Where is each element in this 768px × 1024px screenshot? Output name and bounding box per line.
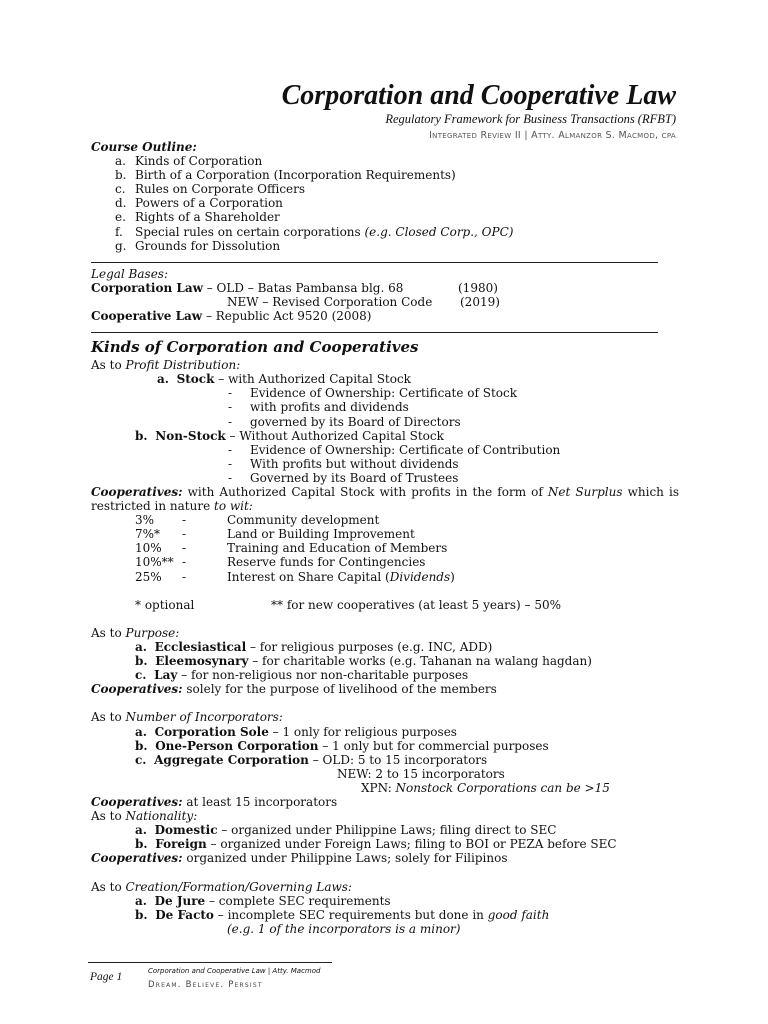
stock-item: a. Stock – with Authorized Capital Stock (157, 372, 411, 387)
dash-marker: - (182, 541, 187, 556)
incorporators-heading: As to Number of Incorporators: (91, 710, 283, 725)
detail-text: Evidence of Ownership: Certificate of Contribution (250, 442, 561, 457)
outline-text: Kinds of Corporation (135, 154, 263, 169)
page-number: Page 1 (90, 971, 123, 983)
footer-rule (88, 962, 332, 963)
creation-heading: As to Creation/Formation/Governing Laws: (91, 879, 352, 894)
item-text: – for charitable works (e.g. Tahanan na walang hagdan) (248, 654, 592, 669)
allocation-purpose: Community development (227, 513, 380, 528)
cooperative-law-label: Cooperative Law (91, 309, 203, 324)
item-text: – complete SEC requirements (205, 893, 391, 908)
detail-text: With profits but without dividends (250, 456, 459, 471)
corporation-law-new: NEW – Revised Corporation Code (227, 294, 433, 309)
incorporators-cooperatives: Cooperatives: at least 15 incorporators (91, 795, 338, 810)
item-text: – incomplete SEC requirements but done in (213, 907, 488, 922)
profit-distribution-heading: As to Profit Distribution: (91, 358, 241, 373)
allocation-row (91, 527, 691, 541)
nationality-item (91, 837, 691, 851)
outline-text: Birth of a Corporation (Incorporation Requirements) (135, 168, 456, 183)
course-outline-list (91, 154, 691, 253)
item-italic: good faith (487, 907, 550, 922)
stock-detail (91, 415, 691, 429)
allocation-purpose: Training and Education of Members (227, 541, 448, 556)
stock-detail (91, 386, 691, 400)
allocation-purpose: Interest on Share Capital (Dividends) (227, 569, 455, 584)
outline-item (91, 168, 691, 182)
detail-text: Governed by its Board of Trustees (250, 470, 459, 485)
item-letter: c. (135, 668, 147, 683)
item-text: – organized under Foreign Laws; filing to BOI or PEZA before SEC (206, 837, 617, 852)
nationality-list (91, 823, 691, 851)
net-surplus-allocation (91, 513, 691, 583)
item-letter: a. (135, 640, 147, 654)
allocation-purpose: Land or Building Improvement (227, 527, 415, 542)
item-label: Domestic (154, 823, 218, 838)
detail-text: with profits and dividends (250, 400, 409, 415)
outline-item (91, 210, 691, 224)
purpose-list (91, 640, 691, 682)
de-facto-example: (e.g. 1 of the incorporators is a minor) (227, 921, 461, 936)
outline-letter: g. (115, 238, 127, 253)
outline-text: Rights of a Shareholder (135, 210, 280, 225)
corporation-law-old-year: (1980) (458, 280, 498, 295)
item-label: De Jure (154, 893, 206, 908)
incorporators-item (91, 725, 691, 739)
creation-item (91, 908, 691, 922)
purpose-cooperatives: Cooperatives: solely for the purpose of livelihood of the members (91, 682, 497, 697)
corporation-law-new-year: (2019) (460, 294, 500, 309)
allocation-percent: 10%** (135, 555, 174, 570)
allocation-purpose: Reserve funds for Contingencies (227, 555, 426, 570)
section-divider (91, 323, 658, 333)
nationality-cooperatives: Cooperatives: organized under Philippine Laws; solely for Filipinos (91, 851, 508, 866)
item-label: One-Person Corporation (155, 738, 319, 753)
incorporators-exception-line: XPN: Nonstock Corporations can be >15 (361, 780, 610, 795)
legal-corp-old-line (91, 281, 691, 295)
allocation-percent: 25% (135, 569, 162, 584)
corporation-law-old: – OLD – Batas Pambansa blg. 68 (202, 280, 404, 295)
outline-item (91, 182, 691, 196)
review-author-line: Integrated Review II | Atty. Almanzor S. Macmod, cpa (429, 130, 676, 141)
detail-text: Evidence of Ownership: Certificate of Stock (250, 386, 517, 401)
outline-item (91, 196, 691, 210)
detail-text: governed by its Board of Directors (250, 414, 461, 429)
cooperatives-profit-paragraph: Cooperatives: with Authorized Capital Stock with profits in the form of Net Surplus which is restricted in nature to wit: (91, 484, 679, 514)
item-label: Aggregate Corporation (154, 752, 309, 767)
purpose-item (91, 640, 691, 654)
item-letter: a. (135, 724, 147, 739)
footer-title: Corporation and Cooperative Law | Atty. Macmod (148, 967, 321, 975)
nationality-heading: As to Nationality: (91, 809, 198, 824)
stock-details (91, 386, 691, 428)
outline-item (91, 239, 691, 253)
creation-item (91, 894, 691, 908)
item-text: – organized under Philippine Laws; filing direct to SEC (217, 823, 557, 838)
course-outline-heading: Course Outline: (91, 140, 197, 154)
corporation-law-label: Corporation Law (91, 280, 203, 295)
dash-marker: - (182, 527, 187, 542)
item-letter: a. (135, 893, 147, 908)
outline-item (91, 225, 691, 239)
document-title: Corporation and Cooperative Law (281, 80, 676, 111)
footer-motto: Dream. Believe. Persist (148, 980, 263, 990)
dash-marker: - (228, 414, 233, 429)
stock-detail (91, 400, 691, 414)
incorporators-list (91, 725, 691, 767)
non-stock-detail (91, 443, 691, 457)
outline-letter: e. (115, 210, 126, 225)
purpose-item (91, 654, 691, 668)
outline-letter: d. (115, 196, 127, 211)
item-letter: b. (135, 738, 148, 753)
item-text: – for religious purposes (e.g. INC, ADD) (246, 640, 493, 654)
outline-letter: b. (115, 168, 127, 183)
incorporators-item (91, 753, 691, 767)
non-stock-details (91, 443, 691, 485)
allocation-notes (91, 598, 691, 612)
non-stock-item: b. Non-Stock – Without Authorized Capital Stock (135, 428, 444, 443)
outline-text: Rules on Corporate Officers (135, 182, 306, 197)
outline-text: Grounds for Dissolution (135, 238, 281, 253)
optional-note: * optional (135, 597, 195, 612)
document-body (91, 140, 691, 936)
dash-marker: - (228, 456, 233, 471)
allocation-percent: 10% (135, 541, 162, 556)
cooperative-law-text: – Republic Act 9520 (2008) (202, 309, 372, 324)
allocation-percent: 3% (135, 513, 155, 528)
incorporators-new-line: NEW: 2 to 15 incorporators (337, 766, 505, 781)
outline-item (91, 154, 691, 168)
item-text: – 1 only for religious purposes (268, 724, 457, 739)
section-divider (91, 253, 658, 263)
dash-marker: - (228, 386, 233, 401)
dash-marker: - (228, 400, 233, 415)
item-label: De Facto (155, 907, 214, 922)
item-text: – 1 only but for commercial purposes (318, 738, 549, 753)
item-letter: a. (135, 823, 147, 838)
item-label: Eleemosynary (155, 654, 249, 669)
dash-marker: - (182, 555, 187, 570)
item-letter: b. (135, 907, 148, 922)
item-label: Foreign (155, 837, 207, 852)
item-text: – for non-religious nor non-charitable purposes (177, 668, 469, 683)
item-letter: b. (135, 654, 148, 669)
allocation-row (91, 555, 691, 569)
legal-bases-heading: Legal Bases: (91, 266, 168, 281)
item-text: – OLD: 5 to 15 incorporators (308, 752, 488, 767)
incorporators-item (91, 739, 691, 753)
dash-marker: - (182, 513, 187, 528)
item-letter: c. (135, 752, 147, 767)
outline-text: Special rules on certain corporations (135, 224, 365, 239)
creation-list (91, 894, 691, 922)
purpose-item (91, 668, 691, 682)
new-coop-note: ** for new cooperatives (at least 5 years) – 50% (271, 597, 562, 612)
item-label: Lay (154, 668, 178, 683)
item-label: Ecclesiastical (154, 640, 247, 654)
item-label: Corporation Sole (154, 724, 269, 739)
outline-letter: c. (115, 182, 126, 197)
allocation-row (91, 570, 691, 584)
legal-coop-line (91, 309, 691, 323)
legal-corp-new-line (91, 295, 691, 309)
allocation-percent: 7%* (135, 527, 161, 542)
outline-letter: f. (115, 224, 123, 239)
item-letter: b. (135, 837, 148, 852)
purpose-heading: As to Purpose: (91, 625, 180, 640)
document-subtitle: Regulatory Framework for Business Transactions (RFBT) (385, 112, 676, 126)
outline-text: Powers of a Corporation (135, 196, 283, 211)
outline-letter: a. (115, 154, 126, 169)
non-stock-detail (91, 457, 691, 471)
dash-marker: - (228, 470, 233, 485)
allocation-row (91, 513, 691, 527)
kinds-heading: Kinds of Corporation and Cooperatives (91, 338, 419, 357)
allocation-row (91, 541, 691, 555)
dash-marker: - (228, 442, 233, 457)
nationality-item (91, 823, 691, 837)
non-stock-detail (91, 471, 691, 485)
outline-example: (e.g. Closed Corp., OPC) (364, 224, 514, 239)
dash-marker: - (182, 569, 187, 584)
